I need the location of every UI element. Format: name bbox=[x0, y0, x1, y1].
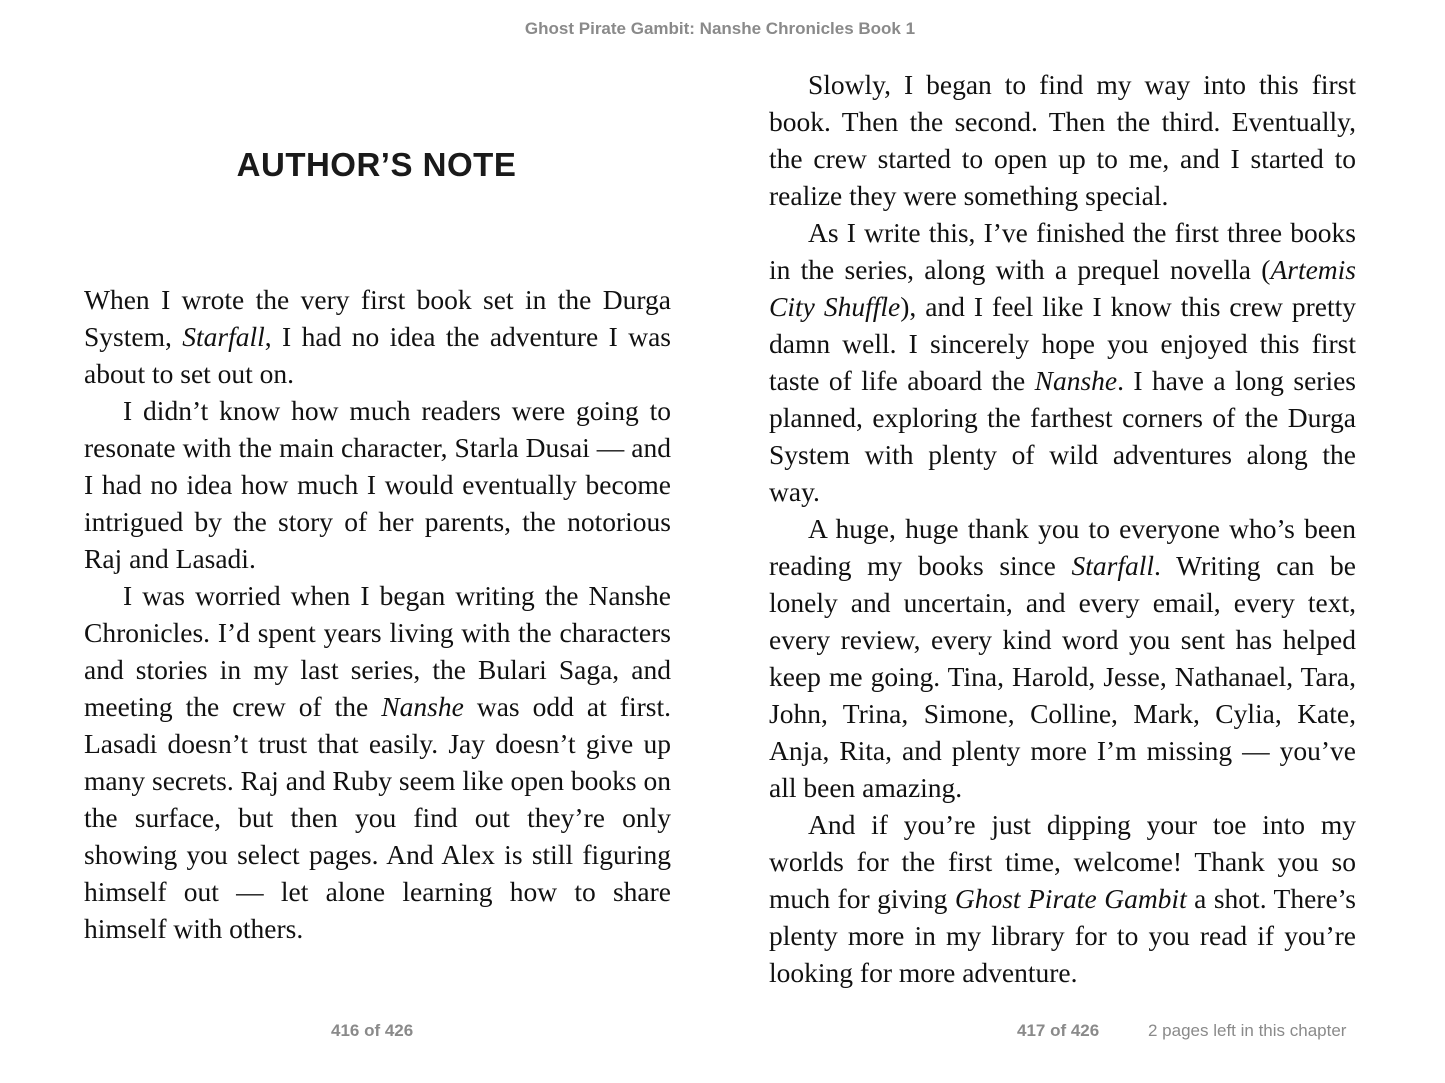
right-page[interactable] bbox=[769, 66, 1356, 991]
text-run: I was worried when I began writing the Nanshe Chronicles. I’d spent years living with the characters and stories in my last series, the Bulari Saga, and meeting the crew of the bbox=[84, 580, 671, 722]
italic-text: Starfall bbox=[182, 321, 265, 352]
paragraph bbox=[84, 392, 671, 577]
paragraph bbox=[769, 214, 1356, 510]
text-run: As I write this, I’ve finished the first three books in the series, along with a prequel novella ( bbox=[769, 217, 1356, 285]
chapter-pages-remaining: 2 pages left in this chapter bbox=[1148, 1021, 1347, 1040]
paragraph bbox=[769, 510, 1356, 806]
page-number-left: 416 of 426 bbox=[331, 1021, 414, 1040]
text-run: , I had no idea the adventure I was about to set out on. bbox=[84, 321, 671, 389]
text-run: . Writing can be lonely and uncertain, and every email, every text, every review, every kind word you sent has helped keep me going. Tina, Harold, Jesse, Nathanael, Tara, John, Trina, Simone, Colline, Mark, Cylia, Kate, Anja, Rita, and plenty more I’m missing — you’ve all been amazing. bbox=[769, 550, 1356, 803]
left-page-body bbox=[84, 281, 671, 947]
text-run: ), and I feel like I know this crew pretty damn well. I sincerely hope you enjoyed this first taste of life aboard the bbox=[769, 291, 1356, 396]
paragraph bbox=[769, 806, 1356, 991]
text-run: And if you’re just dipping your toe into my worlds for the first time, welcome! Thank you so much for giving bbox=[769, 809, 1356, 914]
text-run: Slowly, I began to find my way into this first book. Then the second. Then the third. Eventually, the crew started to open up to me, and I started to realize they were something special. bbox=[769, 69, 1356, 211]
text-run: a shot. There’s plenty more in my library for to you read if you’re looking for more adventure. bbox=[769, 883, 1356, 988]
page-number-right: 417 of 426 bbox=[1017, 1021, 1100, 1040]
text-run: A huge, huge thank you to everyone who’s been reading my books since bbox=[769, 513, 1356, 581]
paragraph bbox=[84, 577, 671, 947]
text-run: I didn’t know how much readers were going to resonate with the main character, Starla Dusai — and I had no idea how much I would eventually become intrigued by the story of her parents, the notorious Raj and Lasadi. bbox=[84, 395, 671, 574]
paragraph bbox=[84, 281, 671, 392]
italic-text: Artemis City Shuffle bbox=[769, 254, 1356, 322]
book-title: Ghost Pirate Gambit: Nanshe Chronicles Book 1 bbox=[524, 19, 916, 38]
text-run: . I have a long series planned, exploring the farthest corners of the Durga System with plenty of wild adventures along the way. bbox=[769, 365, 1356, 507]
italic-text: Nanshe bbox=[1034, 365, 1118, 396]
chapter-heading: AUTHOR’S NOTE bbox=[236, 146, 517, 183]
italic-text: Starfall bbox=[1071, 550, 1155, 581]
text-run: was odd at first. Lasadi doesn’t trust that easily. Jay doesn’t give up many secrets. Raj and Ruby seem like open books on the surface, but then you find out they’re only showing you select pages. And Alex is still figuring himself out — let alone learning how to share himself with others. bbox=[84, 691, 671, 944]
paragraph bbox=[769, 66, 1356, 214]
italic-text: Nanshe bbox=[381, 691, 464, 722]
text-run: When I wrote the very first book set in the Durga System, bbox=[84, 284, 671, 352]
italic-text: Ghost Pirate Gambit bbox=[954, 883, 1187, 914]
